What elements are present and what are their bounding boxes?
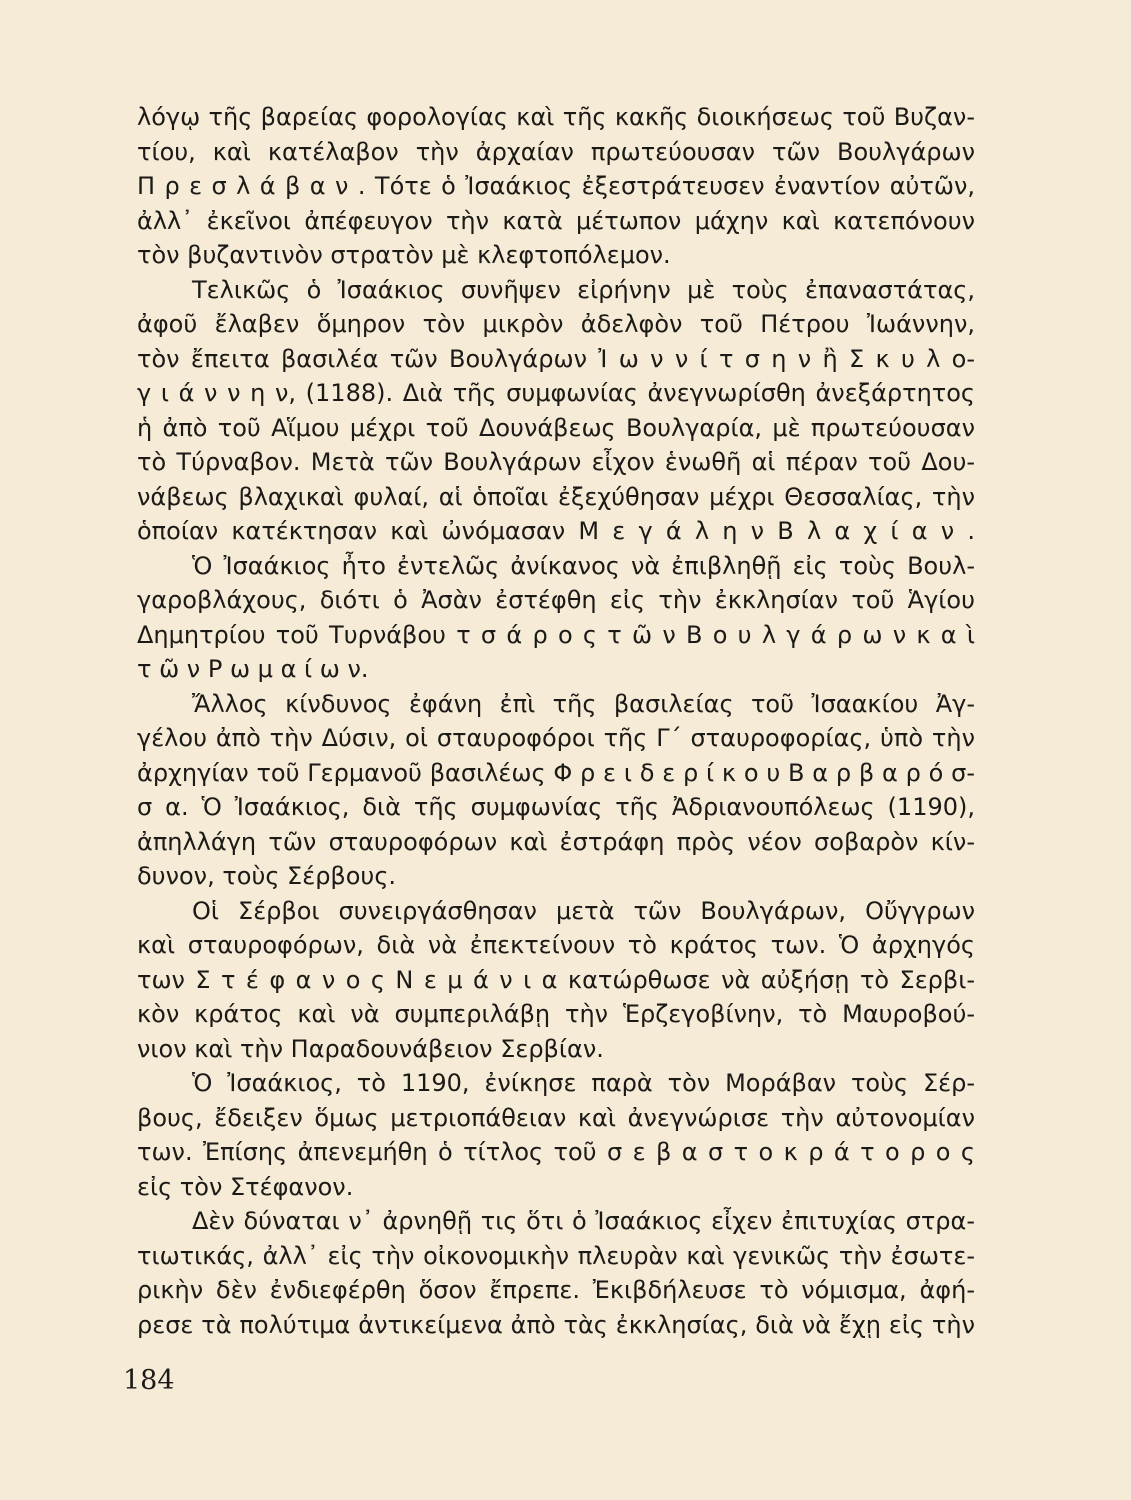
- text-line: Δὲν δύναται ν᾽ ἀρνηθῇ τις ὅτι ὁ Ἰσαάκιος εἶχεν ἐπιτυχίας στρα-: [192, 1207, 975, 1235]
- text-line: τὸ Τύρναβον. Μετὰ τῶν Βουλγάρων εἶχον ἑνωθῆ αἱ πέραν τοῦ Δου-: [137, 448, 975, 476]
- text-line: Ἄλλος κίνδυνος ἐφάνη ἐπὶ τῆς βασιλείας τοῦ Ἰσαακίου Ἀγ-: [192, 689, 975, 718]
- text-line: ἀρχηγίαν τοῦ Γερμανοῦ βασιλέως Φ ρ ε ι δ ε ρ ί κ ο υ Β α ρ β α ρ ό σ-: [137, 758, 975, 787]
- text-line: Οἱ Σέρβοι συνειργάσθησαν μετὰ τῶν Βουλγάρων, Οὔγγρων: [192, 896, 975, 925]
- text-line: νάβεως βλαχικαὶ φυλαί, αἱ ὁποῖαι ἐξεχύθησαν μέχρι Θεσσαλίας, τὴν: [137, 482, 975, 511]
- page-number: 184: [123, 1365, 175, 1396]
- text-line: βους, ἔδειξεν ὅμως μετριοπάθειαν καὶ ἀνεγνώρισε τὴν αὐτονομίαν: [137, 1103, 975, 1132]
- text-line: ρικὴν δὲν ἐνδιεφέρθη ὅσον ἔπρεπε. Ἐκιβδήλευσε τὸ νόμισμα, ἀφή-: [137, 1276, 975, 1304]
- text-line: Ὁ Ἰσαάκιος, τὸ 1190, ἐνίκησε παρὰ τὸν Μοράβαν τοὺς Σέρ-: [192, 1069, 975, 1097]
- text-line: ρεσε τὰ πολύτιμα ἀντικείμενα ἀπὸ τὰς ἐκκλησίας, διὰ νὰ ἔχῃ εἰς τὴν: [137, 1310, 975, 1339]
- text-line: των Σ τ έ φ α ν ο ς Ν ε μ ά ν ι α κατώρθωσε νὰ αὐξήσῃ τὸ Σερβι-: [137, 965, 975, 994]
- text-line: τὸν βυζαντινὸν στρατὸν μὲ κλεφτοπόλεμον.: [137, 241, 671, 269]
- text-line: Τελικῶς ὁ Ἰσαάκιος συνῆψεν εἰρήνην μὲ τοὺς ἐπαναστάτας,: [192, 275, 975, 304]
- text-line: Ὁ Ἰσαάκιος ἦτο ἐντελῶς ἀνίκανος νὰ ἐπιβληθῇ εἰς τοὺς Βουλ-: [192, 551, 975, 580]
- text-line: τ ῶ ν Ρ ω μ α ί ω ν.: [137, 655, 369, 683]
- text-line: ἡ ἀπὸ τοῦ Αἵμου μέχρι τοῦ Δουνάβεως Βουλγαρία, μὲ πρωτεύουσαν: [137, 413, 975, 442]
- text-line: τίου, καὶ κατέλαβον τὴν ἀρχαίαν πρωτεύουσαν τῶν Βουλγάρων: [137, 137, 975, 166]
- text-line: νιον καὶ τὴν Παραδουνάβειον Σερβίαν.: [137, 1034, 604, 1063]
- text-line: γέλου ἀπὸ τὴν Δύσιν, οἱ σταυροφόροι τῆς Γ΄ σταυροφορίας, ὑπὸ τὴν: [137, 724, 975, 752]
- text-line: δυνον, τοὺς Σέρβους.: [137, 862, 397, 890]
- text-line: τιωτικάς, ἀλλ᾽ εἰς τὴν οἰκονομικὴν πλευρὰν καὶ γενικῶς τὴν ἐσωτε-: [137, 1241, 975, 1270]
- text-line: σ α. Ὁ Ἰσαάκιος, διὰ τῆς συμφωνίας τῆς Ἀδριανουπόλεως (1190),: [137, 793, 975, 821]
- text-line: εἰς τὸν Στέφανον.: [137, 1172, 354, 1201]
- text-line: των. Ἐπίσης ἀπενεμήθη ὁ τίτλος τοῦ σ ε β α σ τ ο κ ρ ά τ ο ρ ο ς: [137, 1138, 975, 1166]
- text-line: γαροβλάχους, διότι ὁ Ἀσὰν ἐστέφθη εἰς τὴν ἐκκλησίαν τοῦ Ἁγίου: [137, 586, 975, 614]
- body-text: [137, 100, 975, 1342]
- text-line: Δημητρίου τοῦ Τυρνάβου τ σ ά ρ ο ς τ ῶ ν Β ο υ λ γ ά ρ ω ν κ α ὶ: [137, 620, 975, 649]
- text-line: ὁποίαν κατέκτησαν καὶ ὠνόμασαν Μ ε γ ά λ η ν Β λ α χ ί α ν .: [137, 517, 975, 545]
- text-line: κὸν κράτος καὶ νὰ συμπεριλάβῃ τὴν Ἑρζεγοβίνην, τὸ Μαυροβού-: [137, 1000, 975, 1028]
- text-line: τὸν ἔπειτα βασιλέα τῶν Βουλγάρων Ἰ ω ν ν ί τ σ η ν ἢ Σ κ υ λ ο-: [137, 344, 975, 373]
- text-line: καὶ σταυροφόρων, διὰ νὰ ἐπεκτείνουν τὸ κράτος των. Ὁ ἀρχηγός: [137, 931, 975, 959]
- text-line: Π ρ ε σ λ ά β α ν . Τότε ὁ Ἰσαάκιος ἐξεστράτευσεν ἐναντίον αὐτῶν,: [137, 172, 975, 200]
- text-line: γ ι ά ν ν η ν, (1188). Διὰ τῆς συμφωνίας ἀνεγνωρίσθη ἀνεξάρτητος: [137, 379, 975, 407]
- text-line: ἀπηλλάγη τῶν σταυροφόρων καὶ ἐστράφη πρὸς νέον σοβαρὸν κίν-: [137, 827, 975, 856]
- text-line: ἀλλ᾽ ἐκεῖνοι ἀπέφευγον τὴν κατὰ μέτωπον μάχην καὶ κατεπόνουν: [137, 206, 975, 235]
- text-line: ἀφοῦ ἔλαβεν ὅμηρον τὸν μικρὸν ἀδελφὸν τοῦ Πέτρου Ἰωάννην,: [137, 310, 975, 338]
- text-line: λόγῳ τῆς βαρείας φορολογίας καὶ τῆς κακῆς διοικήσεως τοῦ Βυζαν-: [137, 103, 975, 131]
